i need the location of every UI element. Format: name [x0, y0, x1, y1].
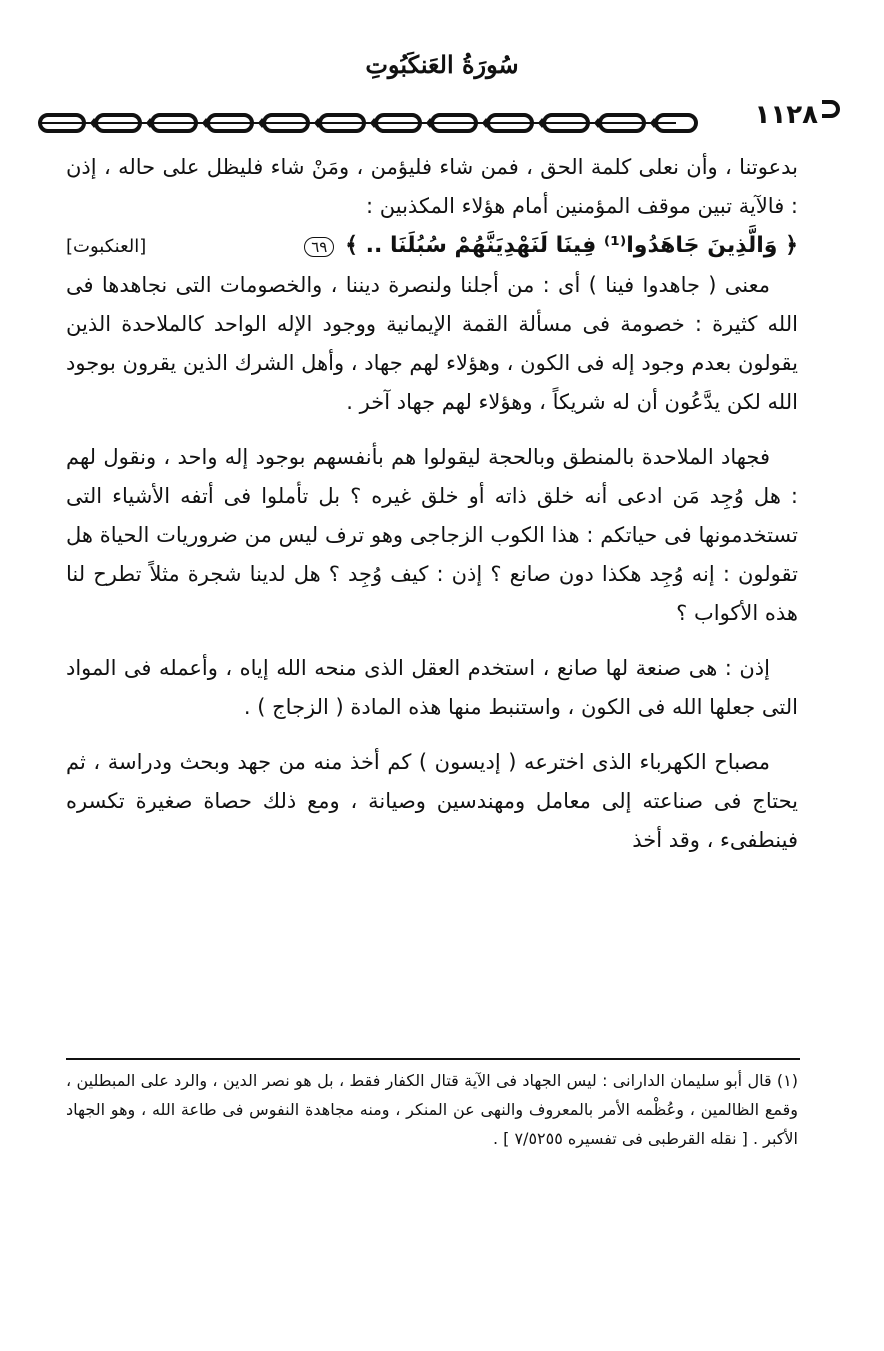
verse-text: ﴿ وَالَّذِينَ جَاهَدُوا⁽¹⁾ فِينَا لَنَهْدِيَنَّهُمْ سُبُلَنَا .. ﴾: [345, 233, 798, 258]
paragraph-1: بدعوتنا ، وأن نعلى كلمة الحق ، فمن شاء فليؤمن ، ومَنْ شاء فليظل على حاله ، إذن : فالآية تبين موقف المؤمنين أمام هؤلاء المكذبين :: [66, 155, 798, 218]
paragraph-3: فجهاد الملاحدة بالمنطق وبالحجة ليقولوا هم بأنفسهم بوجود إله واحد ، ونقول لهم : هل وُجِد مَن ادعى أنه خلق ذاته أو خلق غيره ؟ بل تأملوا فى أتفه الأشياء التى تستخدمونها فى حياتكم : هذا الكوب الزجاجى وهو ترف ليس من ضروريات الحياة هل تقولون : إنه وُجِد هكذا دون صانع ؟ إذن : كيف وُجِد ؟ هل لدينا شجرة مثلاً تطرح لنا هذه الأكواب ؟: [66, 445, 798, 625]
footnote: [66, 1066, 798, 1153]
paragraph-4: إذن : هى صنعة لها صانع ، استخدم العقل الذى منحه الله إياه ، وأعمله فى المواد التى جعلها الله فى الكون ، واستنبط منها هذه المادة ( الزجاج ) .: [66, 656, 798, 719]
footnote-text: (١) قال أبو سليمان الدارانى : ليس الجهاد فى الآية قتال الكفار فقط ، بل هو نصر الدين ، والرد على المبطلين ، وقمع الظالمين ، وعُظْمه الأمر بالمعروف والنهى عن المنكر ، ومنه مجاهدة النفوس فى طاعة الله ، وهو الجهاد الأكبر . [ نقله القرطبى فى تفسيره ٧/٥٢٥٥ ] .: [66, 1071, 798, 1148]
chain-ornament-icon: [36, 96, 848, 142]
page-number: ١١٢٨: [751, 100, 822, 130]
ornamental-header-band: [36, 96, 848, 142]
verse-line: [66, 226, 798, 266]
sura-reference: [العنكبوت]: [66, 236, 147, 257]
paragraph-2: معنى ( جاهدوا فينا ) أى : من أجلنا ولنصرة ديننا ، والخصومات التى نجاهدها فى الله كثيرة : خصومة فى مسألة القمة الإيمانية ووجود الإله الواحد كالملاحدة الذين يقولون بعدم وجود إله فى الكون ، وهؤلاء لهم جهاد ، وأهل الشرك الذين يقرون بوجود الله لكن يدَّعُون أن له شريكاً ، وهؤلاء لهم جهاد آخر .: [66, 273, 798, 414]
verse-number: ٦٩: [304, 237, 334, 257]
paragraph-5: مصباح الكهرباء الذى اخترعه ( إديسون ) كم أخذ منه من جهد وبحث ودراسة ، ثم يحتاج فى صناعته إلى معامل ومهندسين وصيانة ، ومع ذلك حصاة صغيرة تكسره فينطفىء ، وقد أخذ: [66, 750, 798, 852]
quran-verse: [300, 226, 798, 265]
footnote-divider: [66, 1058, 800, 1060]
main-text: [66, 148, 798, 860]
sura-title: سُورَةُ العَنكَبُوتِ: [365, 50, 519, 79]
